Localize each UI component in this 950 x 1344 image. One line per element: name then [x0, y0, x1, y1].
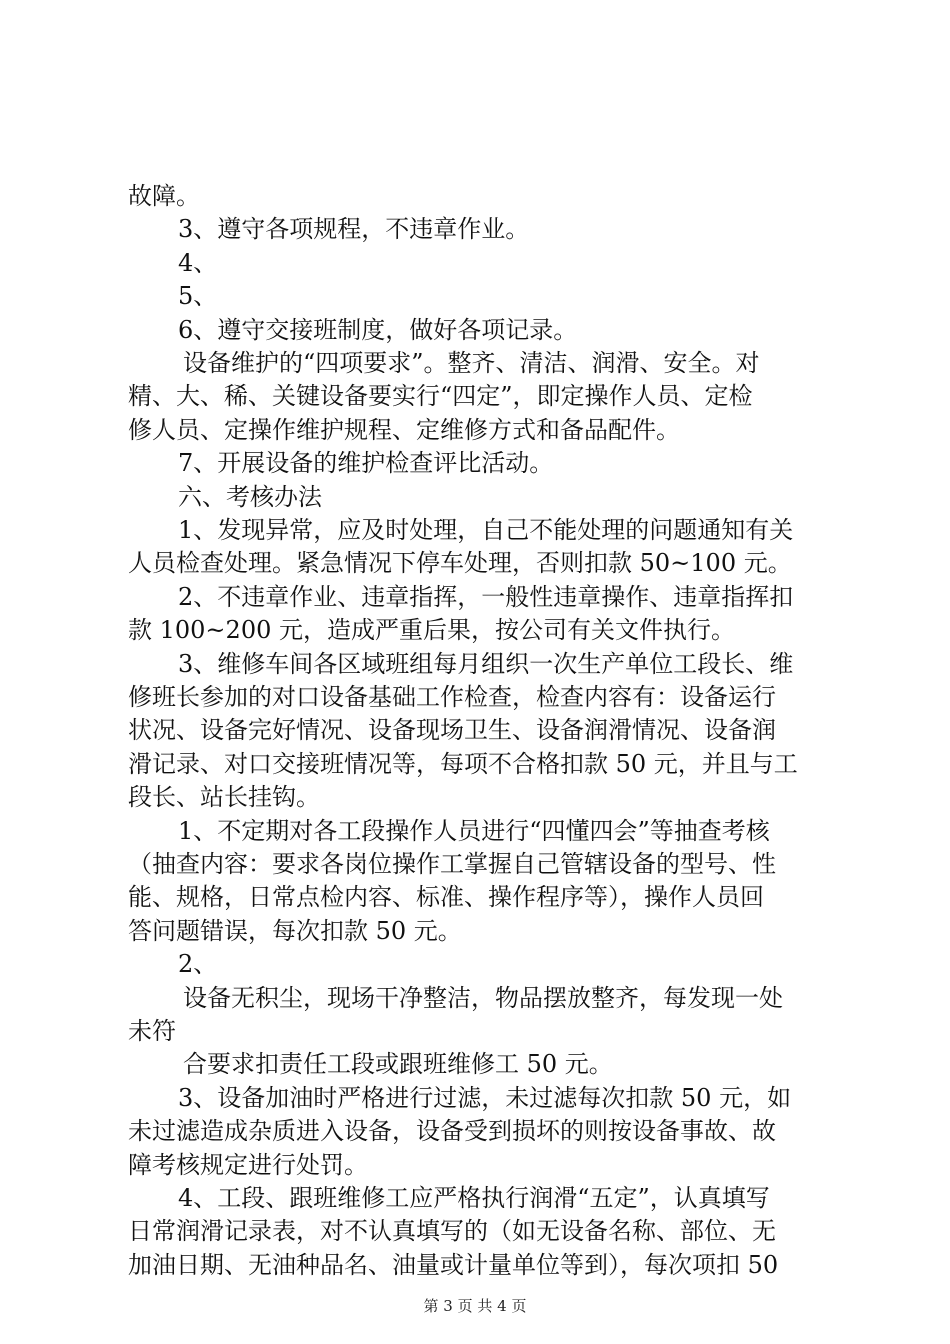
text-line: 7、开展设备的维护检查评比活动。 — [178, 449, 554, 478]
text-line: 未符 — [128, 1017, 176, 1045]
text-line: 设备维护的“四项要求”。整齐、清洁、润滑、安全。对 — [183, 349, 760, 377]
text-line: 能、规格，日常点检内容、标准、操作程序等），操作人员回 — [128, 883, 764, 912]
text-line: 六、考核办法 — [178, 482, 322, 511]
text-line: 日常润滑记录表，对不认真填写的（如无设备名称、部位、无 — [128, 1217, 776, 1246]
text-line: 故障。 — [128, 182, 200, 210]
text-line: 3、维修车间各区域班组每月组织一次生产单位工段长、维 — [178, 649, 794, 678]
text-line: 3、设备加油时严格进行过滤，未过滤每次扣款 50 元，如 — [178, 1083, 792, 1112]
text-line: 2、 — [178, 950, 218, 979]
text-line: 滑记录、对口交接班情况等，每项不合格扣款 50 元，并且与工 — [128, 749, 798, 778]
text-line: 修人员、定操作维护规程、定维修方式和备品配件。 — [128, 415, 680, 444]
text-line: 4、工段、跟班维修工应严格执行润滑“五定”，认真填写 — [178, 1184, 770, 1212]
text-line: 人员检查处理。紧急情况下停车处理，否则扣款 50~100 元。 — [128, 549, 792, 578]
text-line: 4、 — [178, 248, 218, 277]
text-line: 障考核规定进行处罚。 — [128, 1150, 368, 1179]
text-line: 1、不定期对各工段操作人员进行“四懂四会”等抽查考核 — [178, 816, 770, 845]
text-line: 未过滤造成杂质进入设备，设备受到损坏的则按设备事故、故 — [128, 1117, 776, 1146]
text-line: 答问题错误，每次扣款 50 元。 — [128, 916, 462, 945]
text-line: （抽查内容：要求各岗位操作工掌握自己管辖设备的型号、性 — [128, 850, 776, 878]
text-line: 2、不违章作业、违章指挥，一般性违章操作、违章指挥扣 — [178, 582, 794, 611]
text-line: 3、遵守各项规程，不违章作业。 — [178, 215, 530, 244]
page-footer: 第 3 页 共 4 页 — [423, 1297, 527, 1315]
text-line: 5、 — [178, 282, 218, 311]
text-line: 1、发现异常，应及时处理，自己不能处理的问题通知有关 — [178, 516, 794, 544]
text-line: 合要求扣责任工段或跟班维修工 50 元。 — [183, 1050, 613, 1079]
text-line: 加油日期、无油种品名、油量或计量单位等到），每次项扣 50 — [128, 1250, 779, 1279]
text-line: 精、大、稀、关键设备要实行“四定”，即定操作人员、定检 — [128, 382, 753, 411]
text-line: 状况、设备完好情况、设备现场卫生、设备润滑情况、设备润 — [128, 716, 776, 745]
text-line: 设备无积尘，现场干净整洁，物品摆放整齐，每发现一处 — [183, 983, 783, 1012]
text-line: 款 100~200 元，造成严重后果，按公司有关文件执行。 — [128, 616, 735, 645]
text-line: 6、遵守交接班制度，做好各项记录。 — [178, 315, 578, 344]
text-line: 修班长参加的对口设备基础工作检查，检查内容有：设备运行 — [128, 683, 776, 711]
text-line: 段长、站长挂钩。 — [128, 783, 320, 812]
